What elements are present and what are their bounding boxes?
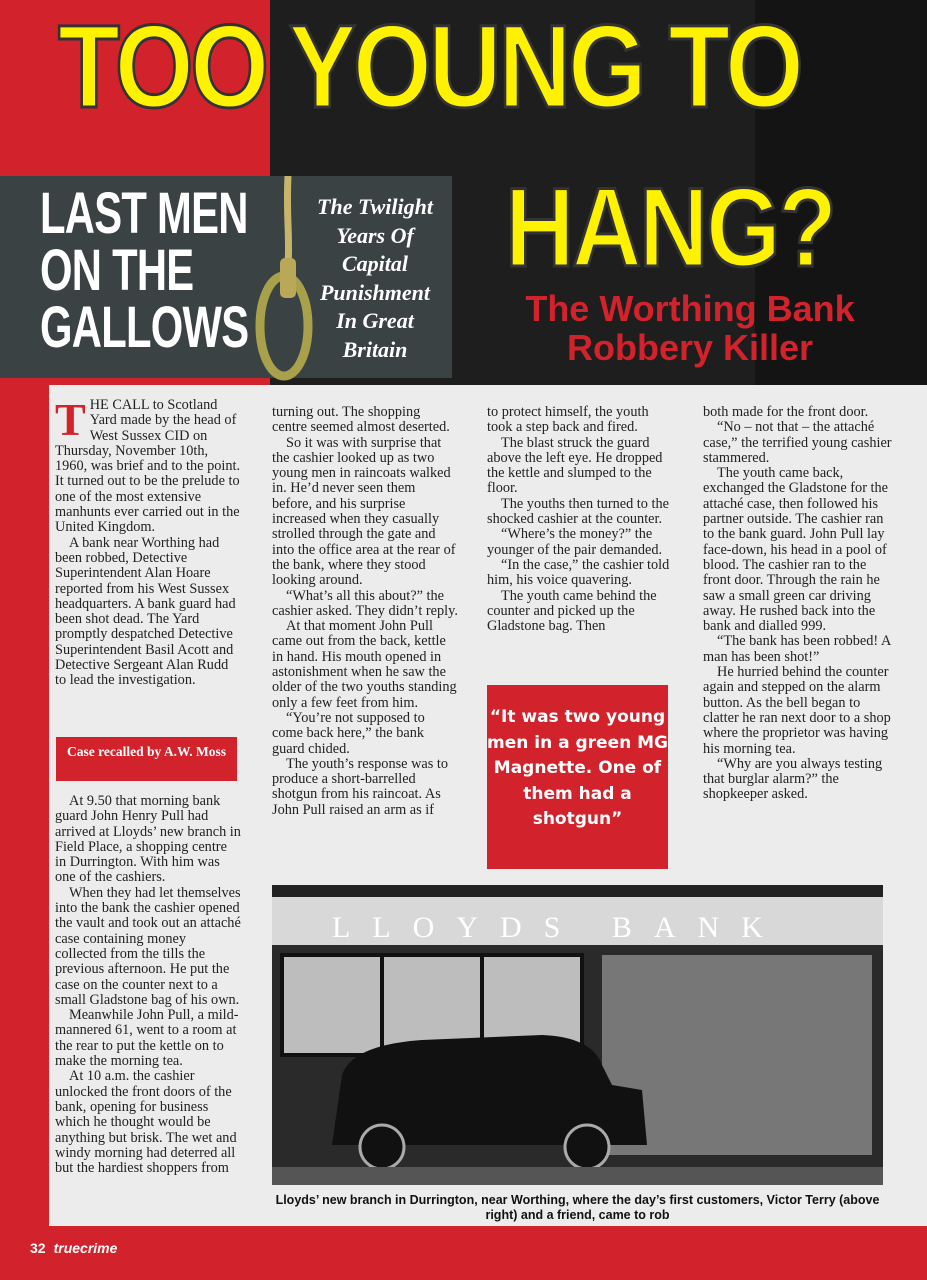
paragraph: to protect himself, the youth took a step back and fired. bbox=[487, 404, 649, 436]
paragraph: At that moment John Pull came out from the back, kettle in hand. His mouth opened in astonishment when he saw the older of the two youths standing only a few feet from him. bbox=[272, 618, 457, 711]
paragraph: “The bank has been robbed! A man has been shot!” bbox=[703, 633, 891, 665]
article-column-2 bbox=[272, 405, 458, 818]
magazine-logo: truecrime bbox=[53, 1240, 118, 1256]
photo-caption: Lloyds’ new branch in Durrington, near Worthing, where the day’s first customers, Victor Terry (above right) and a friend, came to rob bbox=[275, 1193, 880, 1222]
paragraph: “No – not that – the attaché case,” the terrified young cashier stammered. bbox=[703, 419, 892, 466]
article-column-3 bbox=[487, 405, 673, 634]
paragraph: So it was with surprise that the cashier looked up as two young men in raincoats walked in. He’d never seen them before, and his surprise increased when they casually strolled through the gate and into the office area at the rear of the bank, where they stood looking around. bbox=[272, 434, 456, 589]
series-title: LAST MEN ON THE GALLOWS bbox=[40, 181, 249, 360]
paragraph: turning out. The shopping centre seemed almost deserted. bbox=[272, 404, 450, 436]
paragraph: At 10 a.m. the cashier unlocked the front doors of the bank, opening for business which he thought would be anything but brisk. The wet and windy morning had deterred all but the hardiest shoppers from bbox=[55, 1068, 237, 1177]
paragraph: At 9.50 that morning bank guard John Henry Pull had arrived at Lloyds’ new branch in Field Place, a shopping centre in Durrington. With him was one of the cashiers. bbox=[55, 793, 241, 886]
headline-line2: HANG? bbox=[505, 165, 835, 290]
paragraph: The youth came back, exchanged the Gladstone for the attaché case, then followed his partner outside. The cashier ran to the bank guard. John Pull lay face-down, his head in a pool of blood. The cashier ran to the front door. Through the rain he saw a small green car driving away. He rushed back into the bank and dialled 999. bbox=[703, 465, 888, 635]
article-column-1b bbox=[55, 794, 241, 1176]
paragraph: “You’re not supposed to come back here,” the bank guard chided. bbox=[272, 709, 425, 757]
paragraph: The youths then turned to the shocked cashier at the counter. bbox=[487, 495, 669, 528]
page-number: 32 bbox=[30, 1240, 46, 1256]
article-column-1 bbox=[55, 394, 241, 689]
paragraph: Meanwhile John Pull, a mild-mannered 61, went to a room at the rear to put the kettle on to make the morning tea. bbox=[55, 1007, 239, 1070]
paragraph: The youth came behind the counter and picked up the Gladstone bag. Then bbox=[487, 587, 657, 635]
series-tagline: The Twilight Years Of Capital Punishment In Great Britain bbox=[317, 194, 433, 362]
bank-photo bbox=[272, 885, 883, 1185]
headline-line1: TOO YOUNG TO bbox=[58, 1, 801, 133]
drop-cap: T bbox=[55, 394, 86, 445]
paragraph: HE CALL to Scotland Yard made by the head of West Sussex CID on Thursday, November 10th, 1960, was brief and to the point. It turned out to be the prelude to one of the most extensive manhunts ever carried out in the United Kingdom. bbox=[55, 397, 241, 536]
paragraph: “In the case,” the cashier told him, his voice quavering. bbox=[487, 556, 670, 589]
paragraph: both made for the front door. bbox=[703, 404, 869, 420]
page-footer bbox=[30, 1240, 117, 1256]
paragraph: When they had let themselves into the bank the cashier opened the vault and took out an attaché case containing money collected from the tills the previous afternoon. He put the case on the counter next to a small Gladstone bag of his own. bbox=[55, 884, 241, 1008]
noose-icon bbox=[248, 176, 318, 386]
article-column-4 bbox=[703, 405, 893, 803]
paragraph: The blast struck the guard above the left eye. He dropped the kettle and slumped to the floor. bbox=[487, 434, 663, 497]
paragraph: A bank near Worthing had been robbed, Detective Superintendent Alan Hoare reported from his West Sussex headquarters. A bank guard had been shot dead. The Yard promptly despatched Detective Superintendent Basil Acott and Detective Sergeant Alan Rudd to lead the investigation. bbox=[55, 534, 236, 689]
paragraph: “Why are you always testing that burglar alarm?” the shopkeeper asked. bbox=[703, 755, 883, 803]
paragraph: “What’s all this about?” the cashier asked. They didn’t reply. bbox=[272, 587, 458, 619]
paragraph: He hurried behind the counter again and stepped on the alarm button. As the bell began to clatter he ran next door to a shop where the proprietor was having his morning tea. bbox=[703, 664, 891, 757]
bank-sign: LLOYDS BANK bbox=[332, 911, 785, 944]
subtitle: The Worthing Bank Robbery Killer bbox=[525, 288, 855, 368]
author-credit: Case recalled by A.W. Moss bbox=[56, 737, 237, 781]
pull-quote: “It was two young men in a green MG Magnette. One of them had a shotgun” bbox=[487, 685, 668, 869]
paragraph: The youth’s response was to produce a short-barrelled shotgun from his raincoat. As John Pull raised an arm as if bbox=[272, 755, 449, 818]
paragraph: “Where’s the money?” the younger of the pair demanded. bbox=[487, 526, 663, 558]
